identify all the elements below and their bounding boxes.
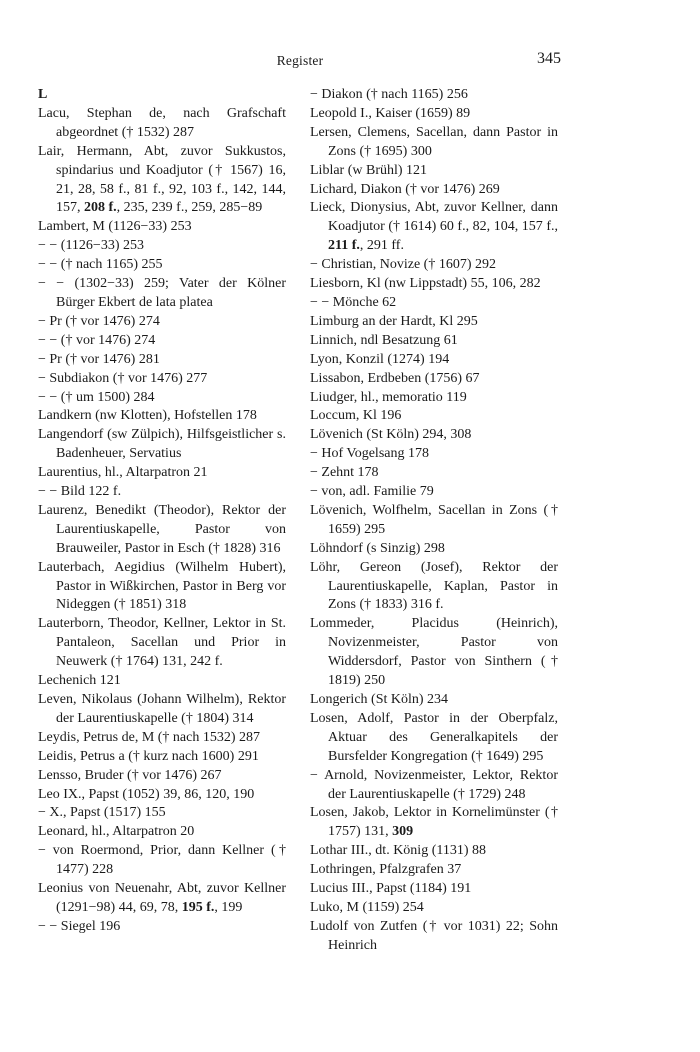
index-entry (38, 389, 286, 408)
index-entry (38, 615, 286, 672)
entry-text: Lothar III., dt. König (1131) 88 (310, 843, 486, 859)
entry-text: − Pr († vor 1476) 281 (38, 351, 160, 367)
index-entry (310, 389, 558, 408)
entry-text: Linnich, ndl Besatzung 61 (310, 332, 458, 348)
entry-text: − Pr († vor 1476) 274 (38, 313, 160, 329)
entry-text: Lövenich (St Köln) 294, 308 (310, 427, 472, 443)
index-entry (38, 464, 286, 483)
index-entry (38, 426, 286, 464)
index-entry (310, 559, 558, 616)
entry-text: Liudger, hl., memoratio 119 (310, 389, 467, 405)
bold-page-reference: 211 f. (328, 238, 360, 254)
index-entry (38, 559, 286, 616)
entry-text: − − (1126−33) 253 (38, 238, 144, 254)
entry-text: Lair, Hermann, Abt, zuvor Sukkustos, spindarius und Koadjutor († 1567) 16, 21, 28, 58 f., 81 f., 92, 103 f., 142, 144, 157, (38, 143, 286, 216)
entry-text: , 291 ff. (359, 238, 404, 254)
bold-page-reference: 195 f. (181, 899, 215, 915)
entry-text: Leo IX., Papst (1052) 39, 86, 120, 190 (38, 786, 255, 802)
entry-text: Lissabon, Erdbeben (1756) 67 (310, 370, 480, 386)
entry-text: Lieck, Dionysius, Abt, zuvor Kellner, dann Koadjutor († 1614) 60 f., 82, 104, 157 f., (310, 200, 558, 235)
entry-text: , 235, 239 f., 259, 285−89 (116, 200, 263, 216)
entry-text: − Diakon († nach 1165) 256 (310, 87, 468, 102)
index-entry (310, 124, 558, 162)
entry-text: Lothringen, Pfalzgrafen 37 (310, 862, 462, 878)
index-entry (38, 880, 286, 918)
index-column-right (310, 86, 558, 956)
entry-text: − X., Papst (1517) 155 (38, 805, 166, 821)
index-entry (38, 748, 286, 767)
entry-text: Lauterbach, Aegidius (Wilhelm Hubert), Pastor in Wißkirchen, Pastor in Berg vor Nideggen († 1851) 318 (38, 559, 286, 613)
index-entry (310, 464, 558, 483)
entry-text: Lensso, Bruder († vor 1476) 267 (38, 767, 222, 783)
index-entry (38, 767, 286, 786)
entry-text: − − Bild 122 f. (38, 484, 122, 500)
index-entry (310, 445, 558, 464)
index-entry (310, 426, 558, 445)
page-header (40, 50, 560, 74)
index-entry (38, 256, 286, 275)
entry-text: Löhndorf (s Sinzig) 298 (310, 540, 445, 556)
bold-page-reference: 309 (392, 824, 414, 840)
running-title: Register (276, 53, 324, 68)
entry-text: Lucius III., Papst (1184) 191 (310, 881, 472, 897)
entry-text: Laurentius, hl., Altarpatron 21 (38, 465, 208, 481)
entry-text: Leydis, Petrus de, M († nach 1532) 287 (38, 729, 261, 745)
entry-text: , 199 (214, 899, 243, 915)
index-entry (310, 861, 558, 880)
entry-text: Losen, Jakob, Lektor in Kornelimünster († 1757) 131, (310, 805, 558, 840)
index-entry (38, 218, 286, 237)
index-entry (38, 275, 286, 313)
index-entry (38, 483, 286, 502)
entry-text: Liblar (w Brühl) 121 (310, 162, 428, 178)
entry-text: − Arnold, Novizenmeister, Lektor, Rektor der Laurentiuskapelle († 1729) 248 (310, 767, 558, 802)
index-entry (38, 672, 286, 691)
index-entry (38, 691, 286, 729)
entry-text: Landkern (nw Klotten), Hofstellen 178 (38, 408, 257, 424)
bold-page-reference: L (38, 87, 48, 102)
entry-text: Lövenich, Wolfhelm, Sacellan in Zons († 1659) 295 (310, 502, 558, 537)
entry-text: − − († vor 1476) 274 (38, 332, 156, 348)
index-entry (310, 256, 558, 275)
entry-text: Leonius von Neuenahr, Abt, zuvor Kellner (1291−98) 44, 69, 78, (38, 881, 286, 915)
entry-text: Lommeder, Placidus (Heinrich), Novizenmeister, Pastor von Widdersdorf, Pastor von Sinthern († 1819) 250 (310, 616, 558, 689)
index-entry (310, 199, 558, 256)
index-entry (38, 351, 286, 370)
index-entry (310, 351, 558, 370)
entry-text: Limburg an der Hardt, Kl 295 (310, 313, 478, 329)
entry-text: − von, adl. Familie 79 (310, 484, 434, 500)
entry-text: − Subdiakon († vor 1476) 277 (38, 370, 208, 386)
entry-text: Laurenz, Benedikt (Theodor), Rektor der Laurentiuskapelle, Pastor von Brauweiler, Pastor in Esch († 1828) 316 (38, 502, 286, 556)
entry-text: Longerich (St Köln) 234 (310, 692, 449, 707)
entry-text: Lauterborn, Theodor, Kellner, Lektor in St. Pantaleon, Sacellan und Prior in Neuwerk († 1764) 131, 242 f. (38, 616, 286, 670)
index-entry (310, 332, 558, 351)
entry-text: Luko, M (1159) 254 (310, 899, 424, 915)
entry-text: Leven, Nikolaus (Johann Wilhelm), Rektor der Laurentiuskapelle († 1804) 314 (38, 692, 286, 726)
entry-text: − Hof Vogelsang 178 (310, 446, 429, 462)
index-entry (38, 502, 286, 559)
index-entry (38, 332, 286, 351)
index-entry (38, 918, 286, 937)
index-entry (310, 483, 558, 502)
entry-text: − − (1302−33) 259; Vater der Kölner Bürger Ekbert de lata platea (38, 276, 286, 310)
index-entry (38, 786, 286, 805)
entry-text: Lichard, Diakon († vor 1476) 269 (310, 181, 500, 197)
entry-text: Leidis, Petrus a († kurz nach 1600) 291 (38, 748, 259, 764)
entry-text: − − Mönche 62 (310, 294, 397, 310)
index-entry (310, 105, 558, 124)
bold-page-reference: 208 f. (84, 200, 117, 216)
entry-text: Löhr, Gereon (Josef), Rektor der Laurentiuskapelle, Kaplan, Pastor in Zons († 1833) 316 f. (310, 559, 558, 613)
entry-text: Lambert, M (1126−33) 253 (38, 219, 192, 235)
index-entry (310, 899, 558, 918)
index-column-left (38, 86, 286, 937)
index-entry (38, 105, 286, 143)
index-entry (38, 823, 286, 842)
index-entry (38, 842, 286, 880)
index-entry (310, 502, 558, 540)
index-entry (38, 804, 286, 823)
entry-text: Lacu, Stephan de, nach Grafschaft abgeordnet († 1532) 287 (38, 105, 286, 140)
index-entry (310, 767, 558, 805)
index-entry (310, 615, 558, 691)
entry-text: − − († um 1500) 284 (38, 389, 155, 405)
index-entry (310, 842, 558, 861)
index-entry (310, 275, 558, 294)
entry-text: Lechenich 121 (38, 673, 121, 689)
entry-text: − Christian, Novize († 1607) 292 (310, 257, 496, 273)
index-entry (310, 407, 558, 426)
index-entry (38, 370, 286, 389)
index-entry (38, 237, 286, 256)
entry-text: Loccum, Kl 196 (310, 408, 402, 424)
entry-text: − − († nach 1165) 255 (38, 257, 163, 273)
index-entry (310, 370, 558, 389)
entry-text: − − Siegel 196 (38, 918, 121, 934)
entry-text: Liesborn, Kl (nw Lippstadt) 55, 106, 282 (310, 276, 541, 292)
entry-text: Lyon, Konzil (1274) 194 (310, 351, 450, 367)
entry-text: Ludolf von Zutfen († vor 1031) 22; Sohn Heinrich (310, 918, 558, 953)
index-entry (310, 540, 558, 559)
index-entry (310, 162, 558, 181)
section-letter (38, 86, 286, 105)
index-entry (310, 294, 558, 313)
entry-text: Leonard, hl., Altarpatron 20 (38, 824, 195, 840)
page-number: 345 (537, 50, 561, 67)
index-entry (38, 143, 286, 219)
index-entry (310, 710, 558, 767)
index-entry (310, 86, 558, 105)
entry-text: − Zehnt 178 (310, 465, 379, 481)
index-entry (310, 880, 558, 899)
index-entry (310, 181, 558, 200)
index-entry (310, 918, 558, 956)
index-entry (38, 407, 286, 426)
index-entry (310, 691, 558, 710)
index-entry (310, 804, 558, 842)
entry-text: Lersen, Clemens, Sacellan, dann Pastor in Zons († 1695) 300 (310, 124, 558, 159)
entry-text: Leopold I., Kaiser (1659) 89 (310, 105, 471, 121)
entry-text: Langendorf (sw Zülpich), Hilfsgeistlicher s. Badenheuer, Servatius (38, 427, 286, 462)
entry-text: − von Roermond, Prior, dann Kellner († 1477) 228 (38, 843, 286, 878)
index-entry (38, 313, 286, 332)
index-entry (310, 313, 558, 332)
entry-text: Losen, Adolf, Pastor in der Oberpfalz, Aktuar des Generalkapitels der Bursfelder Kongregation († 1649) 295 (310, 710, 558, 764)
index-entry (38, 729, 286, 748)
